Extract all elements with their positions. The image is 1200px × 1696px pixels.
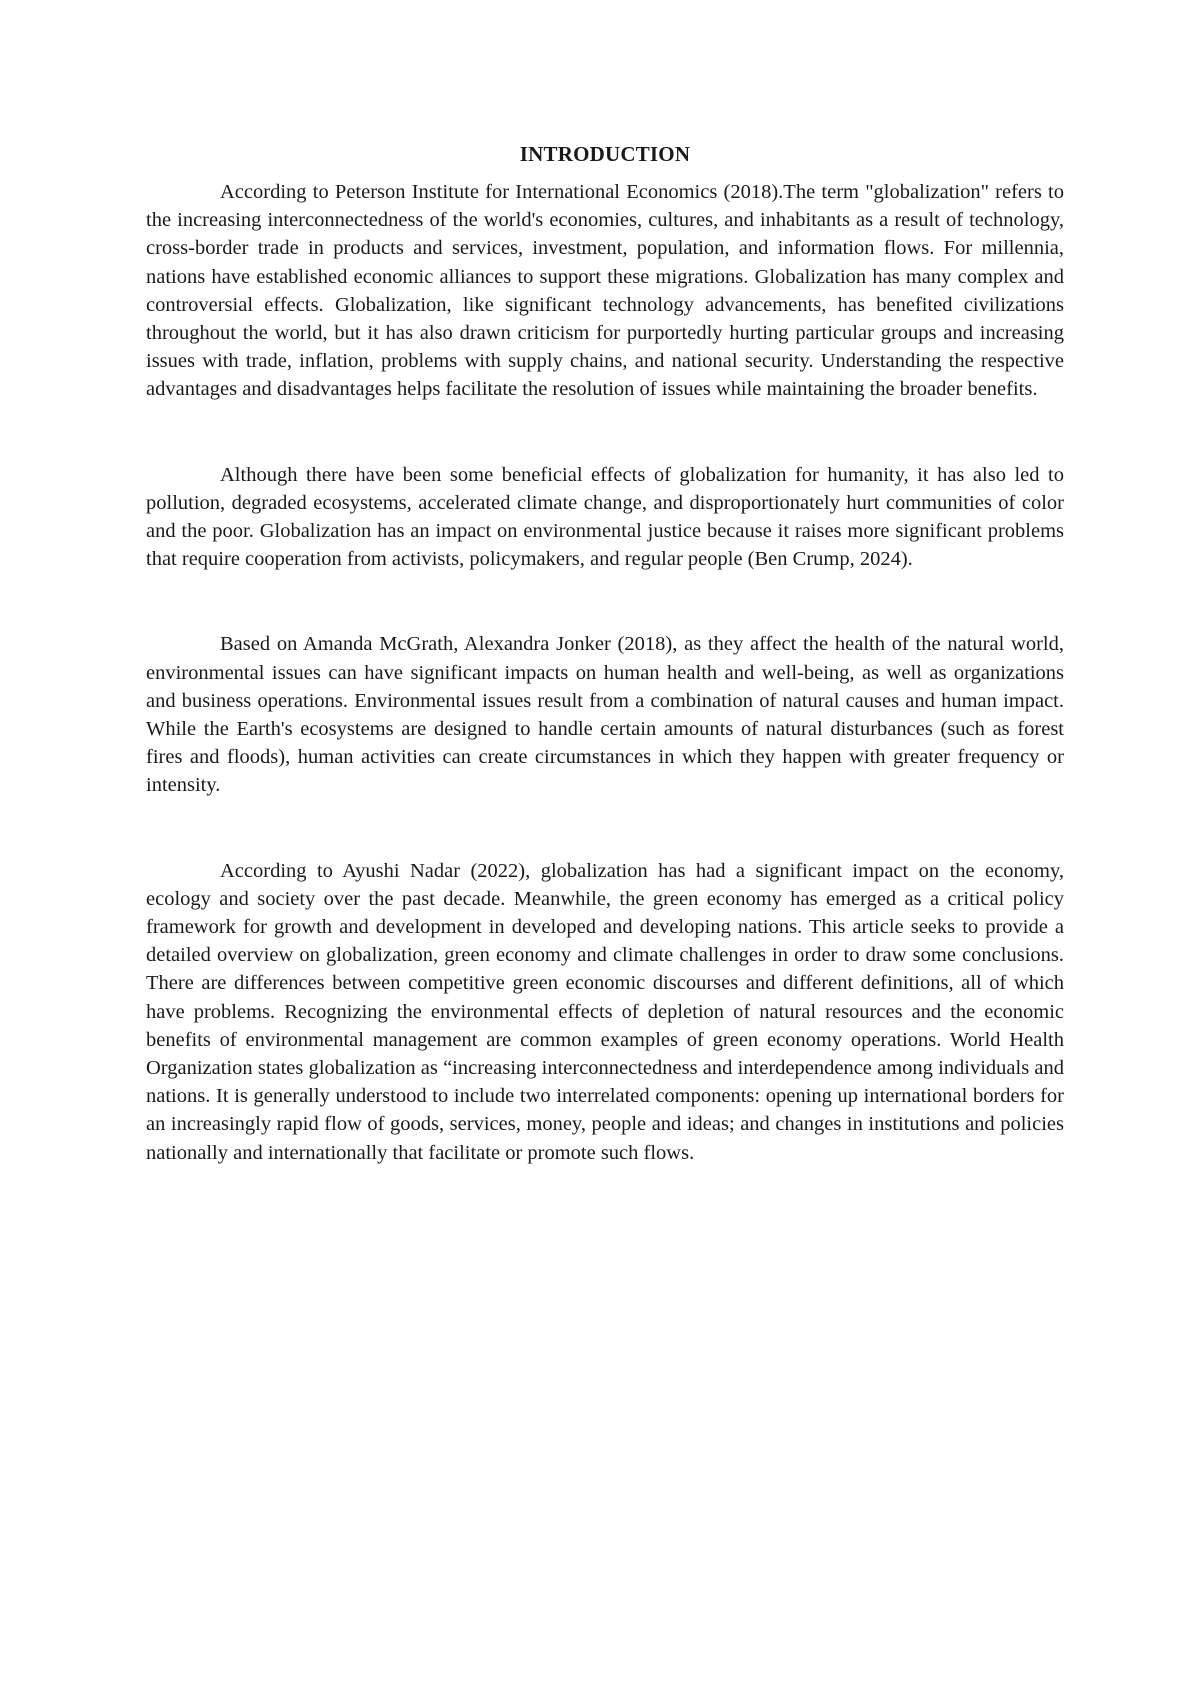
paragraph-1: According to Peterson Institute for International Economics (2018).The term "globalization" refers to the increasing interconnectedness of the world's economies, cultures, and inhabitants as a result of technology, cross-border trade in products and services, investment, population, and information flows. For millennia, nations have established economic alliances to support these migrations. Globalization has many complex and controversial effects. Globalization, like significant technology advancements, has benefited civilizations throughout the world, but it has also drawn criticism for purportedly hurting particular groups and increasing issues with trade, inflation, problems with supply chains, and national security. Understanding the respective advantages and disadvantages helps facilitate the resolution of issues while maintaining the broader benefits. bbox=[146, 181, 1064, 401]
document-body bbox=[146, 140, 1064, 1167]
paragraph-4: According to Ayushi Nadar (2022), globalization has had a significant impact on the economy, ecology and society over the past decade. Meanwhile, the green economy has emerged as a critical policy framework for growth and development in developed and developing nations. This article seeks to provide a detailed overview on globalization, green economy and climate challenges in order to draw some conclusions. There are differences between competitive green economic discourses and different definitions, all of which have problems. Recognizing the environmental effects of depletion of natural resources and the economic benefits of environmental management are common examples of green economy operations. World Health Organization states globalization as “increasing interconnectedness and interdependence among individuals and nations. It is generally understood to include two interrelated components: opening up international borders for an increasingly rapid flow of goods, services, money, people and ideas; and changes in institutions and policies nationally and internationally that facilitate or promote such flows. bbox=[146, 859, 1064, 1164]
paragraph-2: Although there have been some beneficial effects of globalization for humanity, it has also led to pollution, degraded ecosystems, accelerated climate change, and disproportionately hurt communities of color and the poor. Globalization has an impact on environmental justice because it raises more significant problems that require cooperation from activists, policymakers, and regular people (Ben Crump, 2024). bbox=[146, 463, 1064, 571]
page-title: INTRODUCTION bbox=[519, 142, 691, 166]
paragraph-3: Based on Amanda McGrath, Alexandra Jonker (2018), as they affect the health of the natural world, environmental issues can have significant impacts on human health and well-being, as well as organizations and business operations. Environmental issues result from a combination of natural causes and human impact. While the Earth's ecosystems are designed to handle certain amounts of natural disturbances (such as forest fires and floods), human activities can create circumstances in which they happen with greater frequency or intensity. bbox=[146, 633, 1064, 797]
